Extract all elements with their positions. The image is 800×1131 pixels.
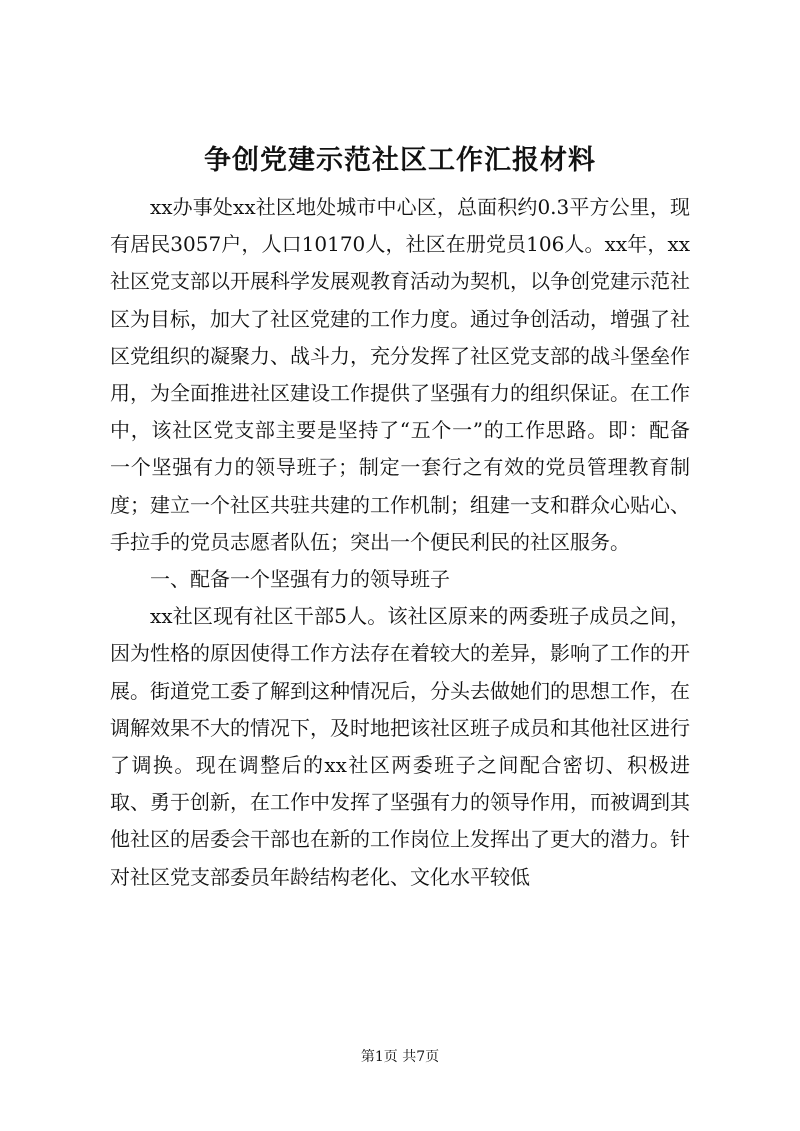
section-paragraph: xx社区现有社区干部5人。该社区原来的两委班子成员之间，因为性格的原因使得工作方法存在着较大的差异，影响了工作的开展。街道党工委了解到这种情况后，分头去做她们的思想工作，在调解效果不大的情况下，及时地把该社区班子成员和其他社区进行了调换。现在调整后的xx社区两委班子之间配合密切、积极进取、勇于创新，在工作中发挥了坚强有力的领导作用，而被调到其他社区的居委会干部也在新的工作岗位上发挥出了更大的潜力。针对社区党支部委员年龄结构老化、文化水平较低	[110, 604, 690, 889]
page-number-footer: 第1页 共7页	[360, 1049, 440, 1065]
document-body	[110, 189, 690, 896]
intro-paragraph: xx办事处xx社区地处城市中心区，总面积约0.3平方公里，现有居民3057户，人口10170人，社区在册党员106人。xx年，xx社区党支部以开展科学发展观教育活动为契机，以争创党建示范社区为目标，加大了社区党建的工作力度。通过争创活动，增强了社区党组织的凝聚力、战斗力，充分发挥了社区党支部的战斗堡垒作用，为全面推进社区建设工作提供了坚强有力的组织保证。在工作中，该社区党支部主要是坚持了“五个一”的工作思路。即：配备一个坚强有力的领导班子；制定一套行之有效的党员管理教育制度；建立一个社区共驻共建的工作机制；组建一支和群众心贴心、手拉手的党员志愿者队伍；突出一个便民利民的社区服务。	[110, 195, 690, 554]
document-title: 争创党建示范社区工作汇报材料	[204, 145, 596, 176]
section-heading: 一、配备一个坚强有力的领导班子	[150, 567, 450, 592]
